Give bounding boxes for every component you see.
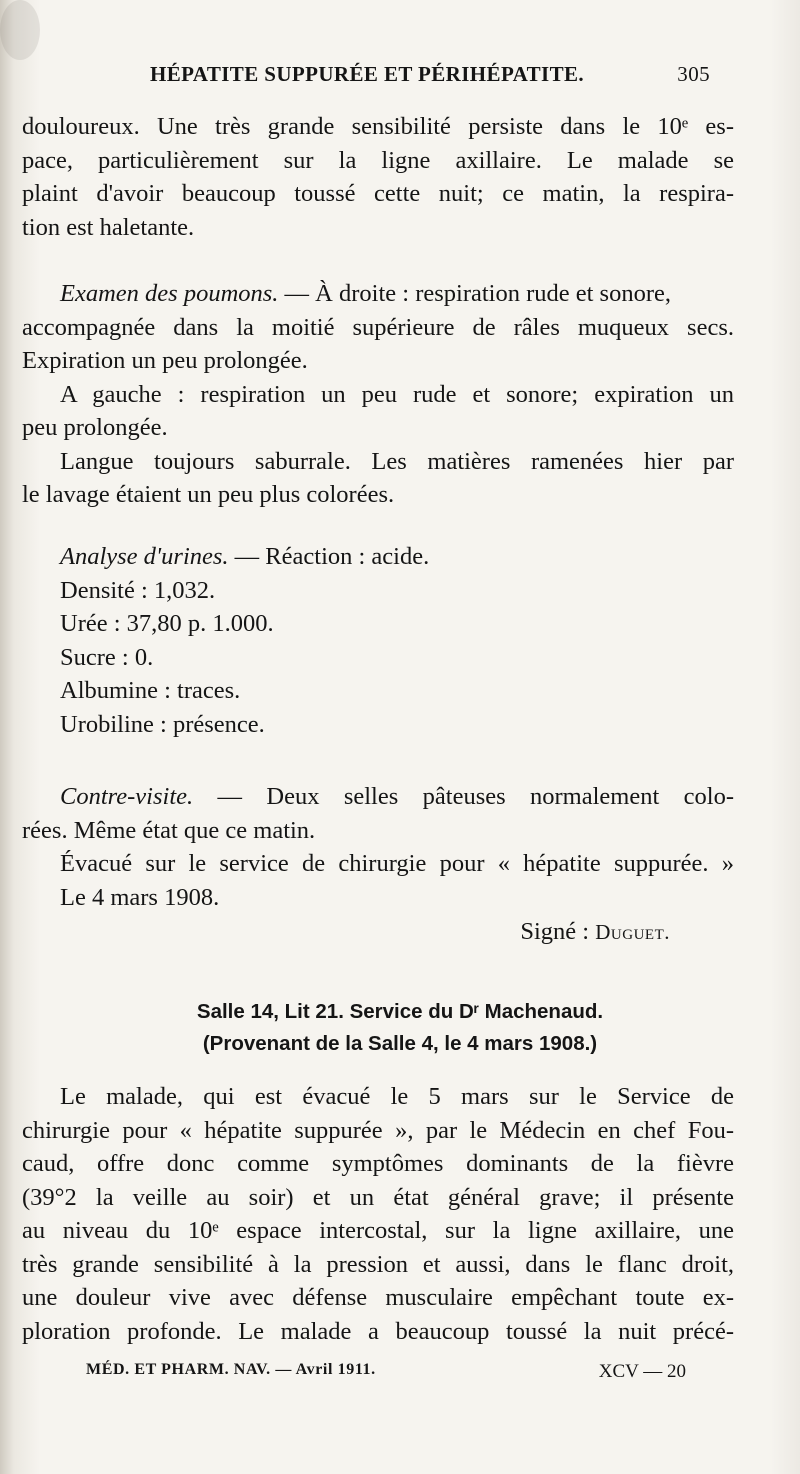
text-line: Sucre : 0. [60, 643, 154, 671]
text-line: caud, offre donc comme symptômes dominants de la fièvre [22, 1150, 734, 1177]
text-line: Le 4 mars 1908. [60, 883, 220, 911]
text-line [22, 780, 734, 814]
page-stain [0, 0, 40, 60]
section-heading: Salle 14, Lit 21. Service du Dʳ Machenaud. [196, 1000, 604, 1023]
paragraph-contre-visite [22, 780, 734, 914]
text-line: Langue toujours saburrale. Les matières ramenées hier par [60, 447, 734, 475]
page-number: 305 [677, 62, 710, 86]
text-line: (39°2 la veille au soir) et un état général grave; il présente [22, 1183, 734, 1211]
text-line: Albumine : traces. [60, 677, 241, 704]
label-urines: Analyse d'urines. [60, 543, 229, 570]
paragraph-continued [22, 110, 734, 244]
text-line: rées. Même état que ce matin. [22, 816, 316, 844]
text-line: ploration profonde. Le malade a beaucoup toussé la nuit précé- [22, 1317, 734, 1345]
label-contre-visite: Contre-visite. [60, 783, 194, 810]
text-line: chirurgie pour « hépatite suppurée », par le Médecin en chef Fou- [22, 1116, 734, 1144]
paragraph-urines [22, 540, 734, 741]
text-line: Évacué sur le service de chirurgie pour « hépatite suppurée. » [60, 850, 734, 877]
paragraph-poumons [22, 277, 734, 512]
text-span: — Deux selles pâteuses normalement colo- [193, 783, 734, 810]
running-title: HÉPATITE SUPPURÉE ET PÉRIHÉPATITE. [150, 62, 585, 86]
text-span: — Réaction : acide. [228, 543, 430, 570]
text-line: tion est haletante. [22, 213, 195, 241]
signature-name: Duguet. [595, 920, 670, 944]
text-line: le lavage étaient un peu plus colorées. [22, 481, 395, 508]
signature-prefix: Signé : [520, 918, 596, 945]
text-line: très grande sensibilité à la pression et aussi, dans le flanc droit, [22, 1250, 734, 1278]
text-line: A gauche : respiration un peu rude et sonore; expiration un [60, 380, 734, 408]
paragraph-final [22, 1080, 734, 1348]
footer-journal: MÉD. ET PHARM. NAV. — Avril 1911. [86, 1361, 376, 1378]
text-line: une douleur vive avec défense musculaire empêchant toute ex- [22, 1284, 734, 1311]
text-line: Urée : 37,80 p. 1.000. [60, 610, 274, 637]
text-line: accompagnée dans la moitié supérieure de râles muqueux secs. [22, 313, 734, 341]
text-line: peu prolongée. [22, 414, 168, 441]
text-line: Expiration un peu prolongée. [22, 347, 308, 374]
text-line: Urobiline : présence. [60, 710, 265, 738]
text-line [22, 277, 734, 311]
text-line: Densité : 1,032. [60, 576, 216, 604]
signature [520, 918, 670, 946]
text-line: pace, particulièrement sur la ligne axillaire. Le malade se [22, 146, 734, 174]
text-line: Le malade, qui est évacué le 5 mars sur le Service de [60, 1083, 734, 1110]
label-poumons: Examen des poumons. [60, 280, 279, 307]
text-line: douloureux. Une très grande sensibilité persiste dans le 10ᵉ es- [22, 113, 734, 140]
text-span: — À droite : respiration rude et sonore, [278, 280, 671, 307]
section-subheading: (Provenant de la Salle 4, le 4 mars 1908.) [202, 1032, 598, 1055]
text-line: au niveau du 10ᵉ espace intercostal, sur la ligne axillaire, une [22, 1217, 734, 1244]
text-line: plaint d'avoir beaucoup toussé cette nuit; ce matin, la respira- [22, 180, 734, 207]
text-line [22, 540, 734, 574]
footer-signature-mark: XCV — 20 [598, 1361, 686, 1382]
